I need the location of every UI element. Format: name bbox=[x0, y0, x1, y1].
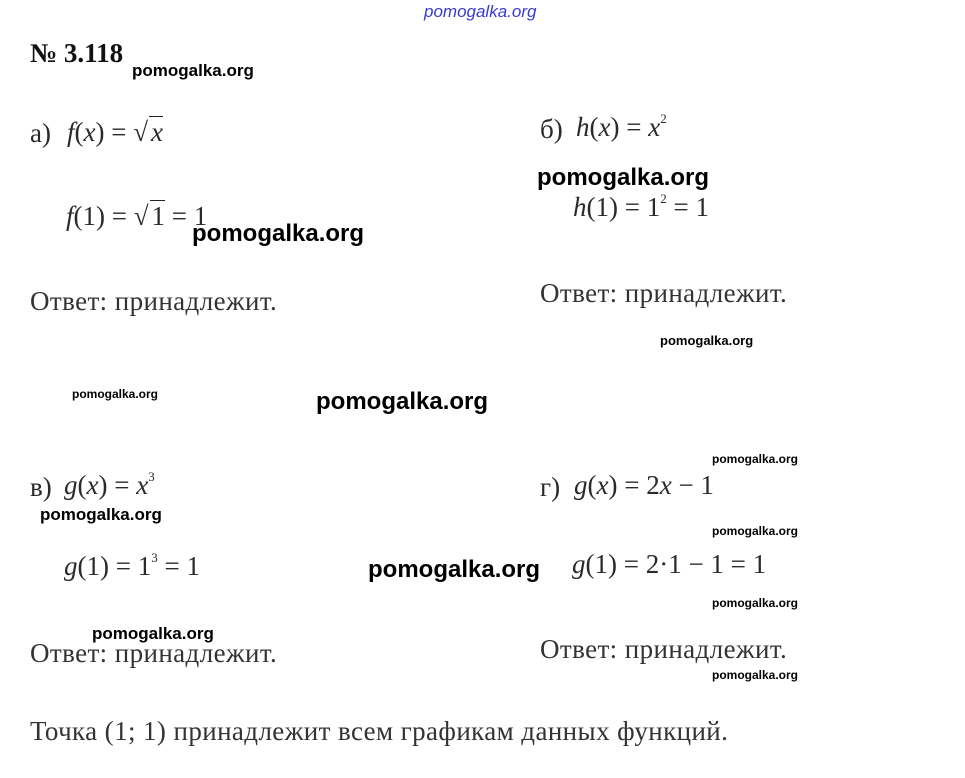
part-g-function: g(x) = 2x − 1 bbox=[574, 470, 714, 500]
watermark: pomogalka.org bbox=[192, 220, 365, 247]
part-b-check: $h(1) = 1^2 = 1$ bbox=[573, 191, 709, 222]
watermark: pomogalka.org bbox=[368, 556, 541, 583]
part-b-label: б) bbox=[540, 114, 563, 144]
watermark: pomogalka.org bbox=[537, 164, 710, 191]
watermark-top: pomogalka.org bbox=[424, 2, 537, 21]
conclusion-text: Точка (1; 1) принадлежит всем графикам данных функций. bbox=[30, 716, 729, 746]
part-v-function: $g(x) = x^3$ bbox=[64, 469, 155, 500]
problem-number: № 3.118 bbox=[30, 38, 124, 68]
watermark: pomogalka.org bbox=[132, 61, 254, 80]
watermark: pomogalka.org bbox=[712, 452, 799, 466]
watermark: pomogalka.org bbox=[72, 387, 159, 401]
watermark: pomogalka.org bbox=[92, 624, 214, 643]
part-g-answer: Ответ: принадлежит. bbox=[540, 634, 788, 664]
watermark: pomogalka.org bbox=[712, 596, 799, 610]
part-a-label: а) bbox=[30, 118, 51, 148]
part-a-check: f(1) = √ 1 = 1 bbox=[66, 201, 208, 231]
part-v-label: в) bbox=[30, 472, 52, 502]
part-a-function: f(x) = √ x bbox=[67, 117, 164, 147]
part-g-label: г) bbox=[540, 472, 561, 502]
part-b-function: $h(x) = x^2$ bbox=[576, 111, 667, 142]
part-g-check: g(1) = 2·1 − 1 = 1 bbox=[572, 549, 767, 579]
watermark: pomogalka.org bbox=[40, 505, 162, 524]
watermark: pomogalka.org bbox=[660, 333, 754, 348]
watermark: pomogalka.org bbox=[316, 388, 489, 415]
part-v-check: $g(1) = 1^3 = 1$ bbox=[64, 550, 200, 581]
watermark: pomogalka.org bbox=[712, 668, 799, 682]
part-b-answer: Ответ: принадлежит. bbox=[540, 278, 788, 308]
watermark: pomogalka.org bbox=[712, 524, 799, 538]
part-v-answer: Ответ: принадлежит. bbox=[30, 638, 278, 668]
part-a-answer: Ответ: принадлежит. bbox=[30, 286, 278, 316]
